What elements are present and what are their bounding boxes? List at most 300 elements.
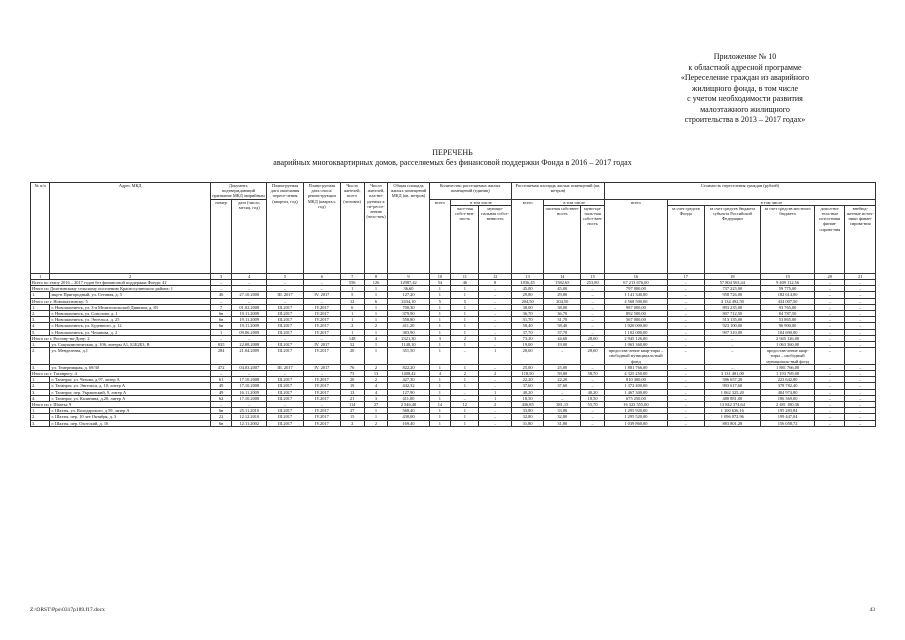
table-cell: – xyxy=(479,329,511,335)
col-area-municipal-header: муни-ци-паль-ная собст-вен-ность xyxy=(581,205,605,273)
table-cell: – xyxy=(303,298,340,304)
table-cell: IV.2017 xyxy=(303,377,340,383)
appendix-block xyxy=(625,52,865,126)
appendix-line: Приложение № 10 xyxy=(713,52,777,61)
table-cell: 1 xyxy=(451,286,479,292)
table-cell: 2 481 180,36 xyxy=(761,402,815,408)
table-cell: – xyxy=(845,317,876,323)
table-cell: – xyxy=(815,342,845,348)
table-cell: – xyxy=(479,377,511,383)
table-cell: – xyxy=(845,408,876,414)
table-cell: – xyxy=(479,286,511,292)
table-row xyxy=(31,348,876,365)
table-cell: – xyxy=(667,364,704,370)
col-cost-header: Стоимость переселения граждан (рублей) xyxy=(605,183,876,200)
table-cell: 127,20 xyxy=(388,292,429,298)
table-cell: – xyxy=(815,298,845,304)
table-cell: 6 xyxy=(364,298,388,304)
table-cell: 1 xyxy=(340,317,364,323)
table-cell: 169,40 xyxy=(388,420,429,426)
table-cell: 2. xyxy=(31,311,50,317)
table-cell: – xyxy=(815,364,845,370)
table-cell: 118,50 xyxy=(511,371,543,377)
table-cell: – xyxy=(479,298,511,304)
table-cell: – xyxy=(667,311,704,317)
table-cell: 09.06.2009 xyxy=(232,329,267,335)
table-cell: 1 xyxy=(340,311,364,317)
table-cell: 4 xyxy=(364,389,388,395)
table-cell: 1 295 920,00 xyxy=(605,408,668,414)
table-cell: 1 193 769,00 xyxy=(761,371,815,377)
table-cell: 76 xyxy=(340,364,364,370)
table-cell: – xyxy=(815,383,845,389)
table-cell: 1 063 360,00 xyxy=(605,342,668,348)
address-cell: г. Шахты, пер. 10 лет Октября, д. 3 xyxy=(50,414,210,420)
column-number: 13 xyxy=(511,273,543,279)
table-cell: – xyxy=(581,292,605,298)
table-cell: 37,70 xyxy=(511,329,543,335)
column-number: 14 xyxy=(544,273,581,279)
table-cell: 4. xyxy=(31,395,50,401)
table-cell: 2 945 126,00 xyxy=(605,335,668,341)
table-cell: 148 xyxy=(340,335,364,341)
table-cell: 1 062 325,20 xyxy=(704,389,760,395)
table-cell: 1 xyxy=(364,329,388,335)
table-cell: IV.2017 xyxy=(303,329,340,335)
table-cell: – xyxy=(210,371,232,377)
table-cell: IV.2017 xyxy=(303,395,340,401)
subtotal-label: Итого по г. Ростову-на-Дону: 2 xyxy=(31,335,211,341)
table-cell: 12987,42 xyxy=(388,280,429,286)
table-cell: 13 xyxy=(340,389,364,395)
table-cell: III. 2017 xyxy=(267,364,304,370)
table-cell: 32,80 xyxy=(544,414,581,420)
table-cell: 27 xyxy=(340,408,364,414)
table-cell: 2321,30 xyxy=(388,335,429,341)
table-cell: – xyxy=(479,383,511,389)
table-cell: 1 xyxy=(364,342,388,348)
table-cell: 253,80 xyxy=(581,280,605,286)
column-number: 12 xyxy=(479,273,511,279)
table-cell: 1. xyxy=(31,304,50,310)
table-cell: 59 775,00 xyxy=(761,286,815,292)
table-cell: III.2017 xyxy=(267,408,304,414)
table-cell: 25,00 xyxy=(511,364,543,370)
table-cell: 25.11.2010 xyxy=(232,408,267,414)
col-area-header: Расселяемая площадь жилых помещений (кв. метров) xyxy=(511,183,604,200)
table-cell: – xyxy=(581,304,605,310)
col-cost-local-header: за счет средств местного бюджета xyxy=(761,205,815,273)
address-cell: г. Таганрог, ул. Чехова, д.97, литер А xyxy=(50,377,210,383)
table-cell: – xyxy=(704,342,760,348)
table-cell: 1 xyxy=(451,311,479,317)
table-cell: – xyxy=(667,317,704,323)
table-cell: 46 xyxy=(210,292,232,298)
table-cell: III.2017 xyxy=(267,304,304,310)
table-cell: – xyxy=(815,420,845,426)
table-cell: III.2017 xyxy=(267,414,304,420)
col-rooms-municipal-header: муници-пальная собст-венность xyxy=(479,205,511,273)
table-cell: 199 447,04 xyxy=(761,414,815,420)
table-cell: – xyxy=(303,371,340,377)
table-cell: – xyxy=(303,280,340,286)
table-cell: 1 xyxy=(364,292,388,298)
table-cell: 1 xyxy=(364,286,388,292)
column-number: 1 xyxy=(31,273,50,279)
table-cell: 3 xyxy=(429,335,451,341)
table-cell: – xyxy=(581,298,605,304)
table-cell: – xyxy=(845,371,876,377)
table-cell: – xyxy=(815,292,845,298)
table-cell: – xyxy=(845,414,876,420)
table-cell: 1 xyxy=(479,348,511,365)
table-cell: 58,70 xyxy=(581,371,605,377)
table-cell: – xyxy=(667,414,704,420)
table-cell: 586 657,20 xyxy=(704,377,760,383)
table-cell: 9 409 112,56 xyxy=(761,280,815,286)
address-cell: г. Новошахтинск, ул. Соколова, д. 1 xyxy=(50,311,210,317)
address-cell: г. Новошахтинск, ул. Чехавова, д. 2 xyxy=(50,329,210,335)
table-cell: 17.10.2008 xyxy=(232,395,267,401)
table-cell: предостав-ление квар-тиры – свободный муниципаль-ный фонд xyxy=(761,348,815,365)
table-cell: – xyxy=(581,342,605,348)
table-cell: 1 467 300,00 xyxy=(605,389,668,395)
table-cell: 4 xyxy=(364,335,388,341)
table-cell: 195 283,84 xyxy=(761,408,815,414)
table-cell: – xyxy=(667,342,704,348)
table-cell: 6н xyxy=(210,317,232,323)
table-cell: – xyxy=(210,402,232,408)
col-residents-header: Число жителей, всего (человек) xyxy=(340,183,364,274)
table-cell: 1 295 520,00 xyxy=(605,414,668,420)
col-cost-total-header: всего xyxy=(605,199,668,273)
table-cell: 1 xyxy=(451,383,479,389)
table-cell: 1 xyxy=(429,323,451,329)
table-cell: 36,60 xyxy=(388,286,429,292)
table-cell: 4 134 492,50 xyxy=(704,298,760,304)
table-cell: – xyxy=(232,298,267,304)
table-cell: 1 xyxy=(451,292,479,298)
table-cell: 2 546,40 xyxy=(388,402,429,408)
table-cell: 61 xyxy=(210,377,232,383)
table-cell: 104 690,00 xyxy=(761,329,815,335)
table-cell: 993 617,60 xyxy=(704,383,760,389)
table-cell: 1 xyxy=(451,414,479,420)
table-cell: 20 xyxy=(340,348,364,365)
table-cell: IV.2017 xyxy=(303,304,340,310)
address-cell: г. Таганрог, ул. Энгельса, д. 10, литер А xyxy=(50,383,210,389)
address-cell: мкр-н Пригородный, ул. Степная, д. 5 xyxy=(50,292,210,298)
table-cell: предостав-ление квар-тиры – свободный муниципаль-ный фонд xyxy=(605,348,668,365)
table-cell: 835 xyxy=(210,342,232,348)
col-num-header: № п/п xyxy=(31,183,50,274)
column-number: 21 xyxy=(845,273,876,279)
table-cell: 411,00 xyxy=(388,395,429,401)
table-cell: IV.2017 xyxy=(303,414,340,420)
table-cell: 488 881,00 xyxy=(704,395,760,401)
table-cell: – xyxy=(845,383,876,389)
col-doc-number-header: номер xyxy=(210,199,232,273)
table-cell: 126 xyxy=(364,280,388,286)
table-cell: 49 xyxy=(210,389,232,395)
subtotal-label: Всего по этапу 2016 – 2017 годов без финансовой поддержки Фонда: 42 xyxy=(31,280,211,286)
table-cell: IV.2017 xyxy=(303,317,340,323)
appendix-line: жилищного фонда, в том числе xyxy=(691,83,799,93)
table-cell: – xyxy=(232,402,267,408)
column-number: 6 xyxy=(303,273,340,279)
table-cell: – xyxy=(581,414,605,420)
table-cell: 1 xyxy=(364,414,388,420)
table-cell: 987 000,00 xyxy=(605,304,668,310)
col-cost-incl-header: в том числе xyxy=(667,199,875,205)
table-cell: 182 614,00 xyxy=(761,292,815,298)
table-cell: – xyxy=(845,348,876,365)
table-cell: IV.2017 xyxy=(303,408,340,414)
table-cell: 1408,42 xyxy=(388,371,429,377)
table-cell: IV. 2017 xyxy=(303,292,340,298)
table-cell: – xyxy=(667,286,704,292)
table-cell: – xyxy=(845,335,876,341)
table-cell: 1582,65 xyxy=(544,280,581,286)
table-cell: 284 xyxy=(210,348,232,365)
table-cell: 33,80 xyxy=(544,408,581,414)
table-cell: III.2017 xyxy=(267,377,304,383)
table-cell: 36,70 xyxy=(511,311,543,317)
table-cell: 12.12.2010 xyxy=(232,414,267,420)
table-cell: – xyxy=(667,323,704,329)
table-cell: III.2017 xyxy=(267,383,304,389)
table-cell: 57 804 563,44 xyxy=(704,280,760,286)
subtotal-label: Итого по г. Шахты: 9 xyxy=(31,402,211,408)
column-number: 7 xyxy=(340,273,364,279)
table-cell: 1 xyxy=(364,311,388,317)
table-cell: – xyxy=(210,335,232,341)
table-cell: 822,20 xyxy=(388,364,429,370)
table-cell: 1 xyxy=(364,408,388,414)
table-cell: – xyxy=(479,364,511,370)
table-cell: 6 xyxy=(340,304,364,310)
table-cell: – xyxy=(667,335,704,341)
address-cell: г. Таганрог, ул. Калинина, д.20, литер А xyxy=(50,395,210,401)
table-cell: 1 020 000,00 xyxy=(605,323,668,329)
table-cell: 5 xyxy=(429,298,451,304)
table-cell: 883 801,28 xyxy=(704,420,760,426)
table-cell: 37,70 xyxy=(544,329,581,335)
table-cell: – xyxy=(267,286,304,292)
table-cell: – xyxy=(815,389,845,395)
table-row xyxy=(31,420,876,426)
table-cell: 40,20 xyxy=(581,389,605,395)
table-cell: IV.2017 xyxy=(303,323,340,329)
table-cell: 427,30 xyxy=(388,377,429,383)
table-cell: – xyxy=(667,280,704,286)
table-cell: – xyxy=(303,402,340,408)
table-cell: – xyxy=(267,371,304,377)
table-cell: 1 xyxy=(429,383,451,389)
table-cell: 2. xyxy=(31,348,50,365)
address-cell: г. Шахты, пер. Охотский, д. 16 xyxy=(50,420,210,426)
table-cell: 6н xyxy=(210,408,232,414)
table-cell: 434 007,50 xyxy=(761,298,815,304)
table-cell: – xyxy=(667,371,704,377)
table-cell: III.2017 xyxy=(267,348,304,365)
col-rooms-private-header: част-ная собст-вен-ность xyxy=(451,205,479,273)
table-cell: – xyxy=(815,323,845,329)
table-cell: – xyxy=(815,311,845,317)
table-cell: – xyxy=(479,317,511,323)
col-area-incl-header: в том числе xyxy=(544,199,605,205)
table-cell: 411,20 xyxy=(388,323,429,329)
table-cell: 997 310,00 xyxy=(704,329,760,335)
table-cell: 2 xyxy=(364,377,388,383)
table-cell: 1 063 360,00 xyxy=(761,342,815,348)
column-number: 18 xyxy=(704,273,760,279)
table-cell: 55,70 xyxy=(581,402,605,408)
table-cell: 1. xyxy=(31,292,50,298)
table-cell: 442,32 xyxy=(388,383,429,389)
table-cell: 31,80 xyxy=(511,420,543,426)
table-cell: – xyxy=(845,420,876,426)
table-cell: – xyxy=(581,329,605,335)
table-cell: 32,80 xyxy=(511,414,543,420)
table-cell: – xyxy=(303,335,340,341)
table-cell: 1. xyxy=(31,377,50,383)
appendix-line: «Переселение граждан из аварийного xyxy=(680,73,810,82)
table-cell: 204,50 xyxy=(544,298,581,304)
table-cell: – xyxy=(267,402,304,408)
table-cell: 31,70 xyxy=(511,317,543,323)
table-cell: 6н xyxy=(210,420,232,426)
table-cell: – xyxy=(815,304,845,310)
table-cell: – xyxy=(845,364,876,370)
table-cell: 40,20 xyxy=(511,389,543,395)
table-cell: 4 xyxy=(429,371,451,377)
table-cell: 17.10.2008 xyxy=(232,383,267,389)
column-number: 16 xyxy=(605,273,668,279)
table-cell: 1 xyxy=(451,329,479,335)
table-cell: – xyxy=(451,395,479,401)
table-cell: 1 xyxy=(429,377,451,383)
table-cell: 1836,45 xyxy=(511,280,543,286)
table-cell: 2 xyxy=(340,323,364,329)
table-cell: – xyxy=(845,280,876,286)
col-cost-fund-header: за счет средств Фонда xyxy=(667,205,704,273)
table-cell: 1 xyxy=(451,364,479,370)
table-cell: – xyxy=(815,395,845,401)
table-cell: 558,80 xyxy=(388,317,429,323)
column-number: 15 xyxy=(581,273,605,279)
table-cell: 22.08.2008 xyxy=(232,342,267,348)
table-cell: – xyxy=(845,402,876,408)
table-cell: 383,90 xyxy=(388,329,429,335)
table-cell: 1 xyxy=(479,389,511,395)
table-cell: 958 726,00 xyxy=(704,292,760,298)
col-cost-extra-header: допол-ни-тель-ные источ-ники финан-сирова-ния xyxy=(815,205,845,273)
table-cell: – xyxy=(815,286,845,292)
table-cell: – xyxy=(544,389,581,395)
table-cell: 1 xyxy=(429,304,451,310)
table-cell: 127,90 xyxy=(388,389,429,395)
table-cell: 567 000,00 xyxy=(605,317,668,323)
table-cell: 1 xyxy=(429,311,451,317)
table-cell: – xyxy=(479,414,511,420)
table-cell: – xyxy=(815,377,845,383)
subtotal-label: Итого по г. Новошахтинску: 5 xyxy=(31,298,211,304)
table-cell: 1 096 072,96 xyxy=(704,414,760,420)
table-cell: – xyxy=(704,348,760,365)
table-cell: 5 xyxy=(451,298,479,304)
table-cell: 8 xyxy=(479,280,511,286)
table-cell: 1 xyxy=(429,389,451,395)
table-cell: 12 xyxy=(451,402,479,408)
table-cell: 2 xyxy=(364,364,388,370)
table-cell: 17.10.2008 xyxy=(232,377,267,383)
table-cell: 31,80 xyxy=(544,420,581,426)
document-subtitle: аварийных многоквартирных домов, расселяемых без финансовой поддержки Фонда в 2016 – 2017 годах xyxy=(273,158,632,167)
table-cell: IV.2017 xyxy=(303,383,340,389)
table-cell: – xyxy=(210,286,232,292)
table-cell: 807 712,50 xyxy=(704,311,760,317)
table-cell: 1 xyxy=(451,342,479,348)
table-cell: 810 300,00 xyxy=(605,377,668,383)
table-cell: IV. 2017 xyxy=(303,342,340,348)
address-cell: г. Новошахтинск, ул. 3-я Мелитопольской Дивизии, д. 83 xyxy=(50,304,210,310)
table-cell: 49 xyxy=(210,383,232,389)
column-number: 19 xyxy=(761,273,815,279)
table-cell: – xyxy=(479,304,511,310)
address-cell: ул. Менделеева, д.1 xyxy=(50,348,210,365)
table-cell: 2. xyxy=(31,414,50,420)
table-cell: – xyxy=(815,280,845,286)
table-cell: – xyxy=(815,408,845,414)
col-total-area-header: Общая площадь жилых помещений МКД (кв. метров) xyxy=(388,183,429,274)
table-cell: 45,00 xyxy=(544,286,581,292)
table-cell: – xyxy=(479,408,511,414)
table-cell: 378 782,40 xyxy=(761,383,815,389)
col-rooms-header: Количество расселяемых жилых помещений (единиц) xyxy=(429,183,511,200)
table-cell: 2 xyxy=(479,371,511,377)
table-cell: 7 xyxy=(210,304,232,310)
table-cell: – xyxy=(815,371,845,377)
table-cell: – xyxy=(845,329,876,335)
table-cell: 36,70 xyxy=(544,311,581,317)
table-cell: – xyxy=(581,420,605,426)
table-cell: 62 xyxy=(210,395,232,401)
table-cell: 4 325 250,00 xyxy=(605,371,668,377)
table-cell: – xyxy=(581,286,605,292)
table-cell: 438,00 xyxy=(388,414,429,420)
table-cell: – xyxy=(267,298,304,304)
table-cell: 6н xyxy=(210,311,232,317)
table-cell: – xyxy=(667,377,704,383)
table-cell: 1 102 000,00 xyxy=(605,329,668,335)
document-title: ПЕРЕЧЕНЬ xyxy=(432,148,473,157)
table-cell: 25,00 xyxy=(544,364,581,370)
table-cell: 1 xyxy=(210,329,232,335)
table-cell: IV.2017 xyxy=(303,348,340,365)
table-cell: 28,60 xyxy=(581,335,605,341)
appendix-line: с учетом необходимости развития xyxy=(687,94,803,103)
table-cell: 28,60 xyxy=(581,348,605,365)
table-cell: – xyxy=(667,402,704,408)
column-number: 8 xyxy=(364,273,388,279)
table-cell: – xyxy=(581,377,605,383)
table-cell: III.2017 xyxy=(267,342,304,348)
table-cell: – xyxy=(667,395,704,401)
column-number: 5 xyxy=(267,273,304,279)
column-number: 11 xyxy=(451,273,479,279)
table-cell: 1 372 400,00 xyxy=(605,383,668,389)
